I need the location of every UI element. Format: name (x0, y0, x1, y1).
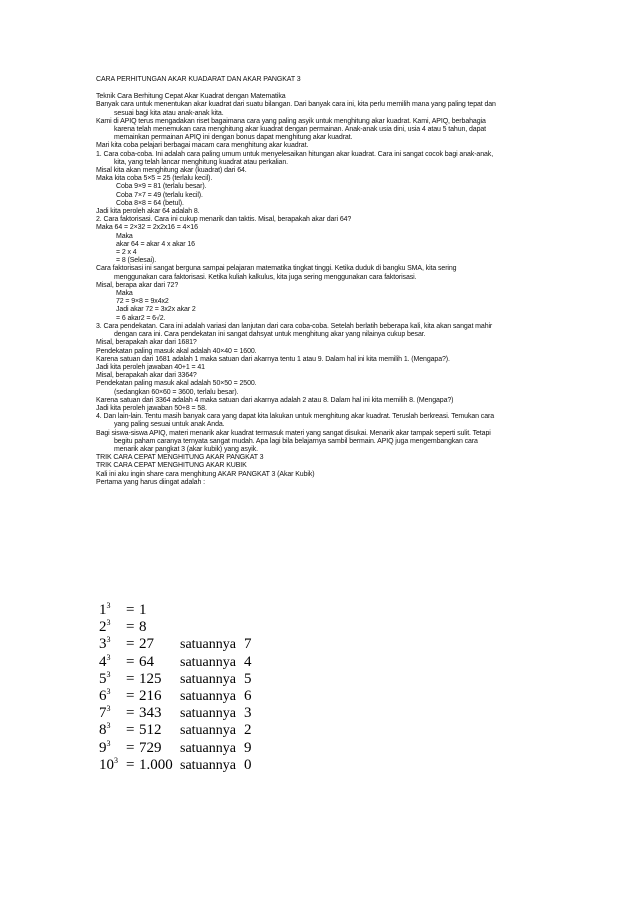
text-line: begitu paham caranya ternyata sangat mudah. Apa lagi bila belajarnya sambil bermain. APIQ juga mengembangkan cara (114, 437, 478, 445)
text-line: yang paling sesuai untuk anak Anda. (114, 421, 225, 429)
text-line: Jadi kita peroleh jawaban 40+1 = 41 (96, 363, 205, 371)
cube-base: $5^3$ (99, 669, 111, 687)
cube-base: $8^3$ (99, 721, 111, 739)
cube-base: $9^3$ (99, 738, 111, 756)
text-line: Maka 64 = 2×32 = 2x2x16 = 4×16 (96, 224, 198, 232)
satuannya-label: satuannya (180, 654, 236, 670)
equals-sign: = (126, 670, 135, 687)
cube-exponent: 3 (106, 669, 111, 679)
text-line: akar 64 = akar 4 x akar 16 (116, 240, 195, 248)
text-line: Mari kita coba pelajari berbagai macam cara menghitung akar kuadrat. (96, 142, 309, 150)
text-line: Jadi kita peroleh jawaban 50+8 = 58. (96, 404, 207, 412)
text-line: 72 = 9×8 = 9x4x2 (116, 298, 169, 306)
text-line: menarik akar pangkat 3 (akar kubik) yang asyik. (114, 445, 258, 453)
unit-digit: 5 (244, 670, 252, 687)
equals-sign: = (126, 653, 135, 670)
text-line: TRIK CARA CEPAT MENGHITUNG AKAR KUBIK (96, 462, 247, 470)
cube-value: 64 (139, 653, 154, 670)
satuannya-label: satuannya (180, 689, 236, 704)
text-line: Misal, berapakah akar dari 3364? (96, 372, 197, 380)
cube-base: $2^3$ (99, 618, 111, 636)
cube-table-row (96, 688, 256, 705)
cube-table-image (96, 602, 256, 774)
cube-base: $4^3$ (99, 652, 111, 670)
cube-value: 1.000 (139, 756, 173, 773)
equals-sign: = (126, 756, 135, 773)
equals-sign: = (126, 722, 135, 739)
text-line: Teknik Cara Berhitung Cepat Akar Kuadrat dengan Matematika (96, 93, 286, 101)
text-line: menggunakan cara faktorisasi. Ketika kuliah kalkulus, kita juga sering menggunakan cara faktorisasi. (114, 273, 417, 281)
unit-digit: 9 (244, 739, 252, 756)
cube-base: $7^3$ (99, 704, 111, 722)
equals-sign: = (126, 705, 135, 722)
cube-table-row (96, 740, 256, 757)
text-line: Kali ini aku ingin share cara menghitung AKAR PANGKAT 3 (Akar Kubik) (96, 470, 315, 478)
equals-sign: = (126, 636, 135, 653)
equals-sign: = (126, 688, 135, 704)
cube-base: $1^3$ (99, 601, 111, 618)
text-line: Pertama yang harus diingat adalah : (96, 478, 205, 486)
cube-exponent: 3 (106, 721, 111, 731)
text-line: 4. Dan lain-lain. Tentu masih banyak cara yang dapat kita lakukan untuk menghitung akar kuadrat. Teruslah berkreasi. Temukan cara (96, 413, 495, 421)
text-line: dengan cara ini. Cara pendekatan ini sangat dahsyat untuk menghitung akar yang nilainya cukup besar. (114, 331, 426, 339)
cube-exponent: 3 (106, 738, 111, 748)
satuannya-label: satuannya (180, 637, 236, 653)
text-line: karena telah menemukan cara menghitung akar kuadrat dengan permainan. Anak-anak usia dini, usia 4 atau 5 tahun, dapat (114, 126, 487, 134)
text-line: Coba 7×7 = 49 (terlalu kecil). (116, 191, 203, 199)
cube-value: 27 (139, 636, 154, 653)
unit-digit: 4 (244, 653, 252, 670)
text-line: Jadi akar 72 = 3x2x akar 2 (116, 306, 196, 314)
cube-value: 216 (139, 688, 162, 704)
document-body (96, 76, 566, 487)
text-line: 1. Cara coba-coba. Ini adalah cara paling umum untuk menyelesaikan hitungan akar kuadrat. Cara ini sangat cocok bagi anak-anak, (96, 150, 494, 158)
cube-exponent: 3 (106, 652, 111, 662)
satuannya-label: satuannya (180, 671, 236, 687)
satuannya-label: satuannya (180, 706, 236, 722)
text-lines (96, 93, 566, 487)
text-line: kita, yang telah lancar menghitung kuadrat atau perkalian. (114, 158, 288, 166)
cube-value: 512 (139, 722, 162, 739)
text-line: Kami di APIQ terus mengadakan riset bagaimana cara yang paling asyik untuk menghitung akar kuadrat. Kami, APIQ, berbahagia (96, 117, 486, 125)
text-line: Banyak cara untuk menentukan akar kuadrat dari suatu bilangan. Dari banyak cara ini, kita perlu memilih mana yang paling tepat dan (96, 101, 496, 109)
text-line: Maka (116, 290, 133, 298)
cube-exponent: 3 (106, 635, 111, 645)
text-line: 2. Cara faktorisasi. Cara ini cukup menarik dan taktis. Misal, berapakah akar dari 64? (96, 216, 352, 224)
text-line: Bagi siswa-siswa APIQ, materi menarik akar kuadrat termasuk materi yang sangat disukai. Menarik akar tampak seperti sulit. Tetapi (96, 429, 491, 437)
cube-table-row (96, 619, 256, 636)
text-line: Maka kita coba 5×5 = 25 (terlalu kecil). (96, 175, 213, 183)
cube-table-row (96, 671, 256, 688)
cube-value: 729 (139, 739, 162, 756)
text-line: = 8 (Selesai). (116, 257, 157, 265)
text-line: = 6 akar2 = 6√2. (116, 314, 166, 322)
cube-base: $10^3$ (99, 755, 118, 773)
text-line: Cara faktorisasi ini sangat berguna sampai pelajaran matematika tingkat tinggi. Ketika duduk di bangku SMA, kita sering (96, 265, 457, 273)
text-line: TRIK CARA CEPAT MENGHITUNG AKAR PANGKAT 3 (96, 454, 264, 462)
text-line: Karena satuan dari 1681 adalah 1 maka satuan dari akarnya tentu 1 atau 9. Dalam hal ini kita memilih 1. (Mengapa?). (96, 355, 450, 363)
text-line: Misal, berapakah akar dari 1681? (96, 339, 197, 347)
unit-digit: 7 (244, 636, 252, 653)
text-line: (sedangkan 60×60 = 3600, terlalu besar). (114, 388, 239, 396)
cube-table-row (96, 636, 256, 653)
text-line: memainkan permainan APIQ ini dengan bonus dapat menghitung akar kuadrat. (114, 134, 353, 142)
text-line: Karena satuan dari 3364 adalah 4 maka satuan dari akarnya adalah 2 atau 8. Dalam hal ini kita memilih 8. (Mengapa?) (96, 396, 454, 404)
text-line: Pendekatan paling masuk akal adalah 40×40 = 1600. (96, 347, 257, 355)
cube-value: 343 (139, 705, 162, 722)
cube-exponent: 3 (106, 687, 111, 696)
cube-table-row (96, 705, 256, 722)
equals-sign: = (126, 602, 135, 618)
text-line: = 2 x 4 (116, 249, 137, 257)
unit-digit: 3 (244, 705, 252, 722)
cube-table-row (96, 757, 256, 774)
text-line: Misal kita akan menghitung akar (kuadrat) dari 64. (96, 167, 247, 175)
satuannya-label: satuannya (180, 757, 236, 773)
satuannya-label: satuannya (180, 740, 236, 756)
text-line: Jadi kita peroleh akar 64 adalah 8. (96, 208, 200, 216)
text-line: Coba 9×9 = 81 (terlalu besar). (116, 183, 207, 191)
cube-exponent: 3 (106, 704, 111, 714)
equals-sign: = (126, 739, 135, 756)
unit-digit: 6 (244, 688, 252, 704)
document-title: CARA PERHITUNGAN AKAR KUADARAT DAN AKAR PANGKAT 3 (96, 76, 301, 83)
equals-sign: = (126, 619, 135, 636)
text-line: Maka (116, 232, 133, 240)
unit-digit: 2 (244, 722, 252, 739)
cube-value: 125 (139, 670, 162, 687)
unit-digit: 0 (244, 756, 252, 773)
text-line: Pendekatan paling masuk akal adalah 50×50 = 2500. (96, 380, 257, 388)
cube-exponent: 3 (114, 755, 118, 765)
cube-base: $3^3$ (99, 635, 111, 653)
cube-exponent: 3 (106, 601, 111, 610)
cube-table-row (96, 722, 256, 739)
text-line: sesuai bagi kita atau anak-anak kita. (114, 109, 224, 117)
text-line: Misal, berapa akar dari 72? (96, 281, 179, 289)
cube-value: 1 (139, 602, 147, 618)
cube-table-row (96, 654, 256, 671)
cube-base: $6^3$ (99, 687, 111, 704)
cube-table-row (96, 602, 256, 619)
text-line: 3. Cara pendekatan. Cara ini adalah variasi dan lanjutan dari cara coba-coba. Setelah berlatih beberapa kali, kita akan sangat mahir (96, 322, 493, 330)
text-line: Coba 8×8 = 64 (betul). (116, 199, 184, 207)
cube-exponent: 3 (106, 618, 111, 628)
satuannya-label: satuannya (180, 723, 236, 739)
cube-value: 8 (139, 619, 147, 636)
